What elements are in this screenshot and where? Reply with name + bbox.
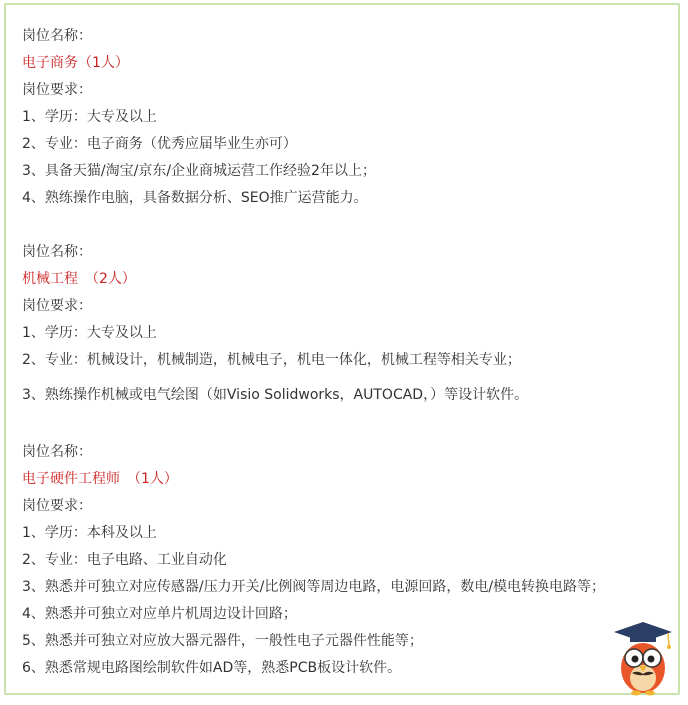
section-1-name-label: 岗位名称：: [22, 28, 92, 44]
section-1-item: 3、具备天猫/淘宝/京东/企业商城运营工作经验2年以上；: [22, 163, 376, 179]
section-3-item: 5、熟悉并可独立对应放大器元器件，一般性电子元器件性能等；: [22, 633, 423, 649]
section-3-item: 1、学历：本科及以上: [22, 525, 157, 541]
section-2-item: 1、学历：大专及以上: [22, 325, 157, 341]
section-1-title: 电子商务（1人）: [22, 55, 129, 71]
content-frame: [4, 3, 680, 695]
section-3-item: 2、专业：电子电路、工业自动化: [22, 552, 227, 568]
section-3-req-label: 岗位要求：: [22, 498, 92, 514]
section-3-name-label: 岗位名称：: [22, 444, 92, 460]
section-3-title: 电子硬件工程师 （1人）: [22, 471, 178, 487]
section-2-item: 3、熟练操作机械或电气绘图（如Visio Solidworks，AUTOCAD，）等设计软件。: [22, 387, 529, 403]
section-2-name-label: 岗位名称：: [22, 244, 92, 260]
section-1-item: 4、熟练操作电脑，具备数据分析、SEO推广运营能力。: [22, 190, 368, 206]
section-2-item: 2、专业：机械设计，机械制造，机械电子，机电一体化，机械工程等相关专业；: [22, 352, 521, 368]
section-3-item: 6、熟悉常规电路图绘制软件如AD等，熟悉PCB板设计软件。: [22, 660, 402, 676]
section-3-item: 3、熟悉并可独立对应传感器/压力开关/比例阀等周边电路，电源回路，数电/模电转换电路等；: [22, 579, 606, 595]
owl-graduate-icon: [612, 620, 674, 696]
section-3-item: 4、熟悉并可独立对应单片机周边设计回路；: [22, 606, 297, 622]
section-1-item: 1、学历：大专及以上: [22, 109, 157, 125]
section-2-title: 机械工程 （2人）: [22, 271, 136, 287]
section-1-item: 2、专业：电子商务（优秀应届毕业生亦可）: [22, 136, 297, 152]
section-1-req-label: 岗位要求：: [22, 82, 92, 98]
section-2-req-label: 岗位要求：: [22, 298, 92, 314]
